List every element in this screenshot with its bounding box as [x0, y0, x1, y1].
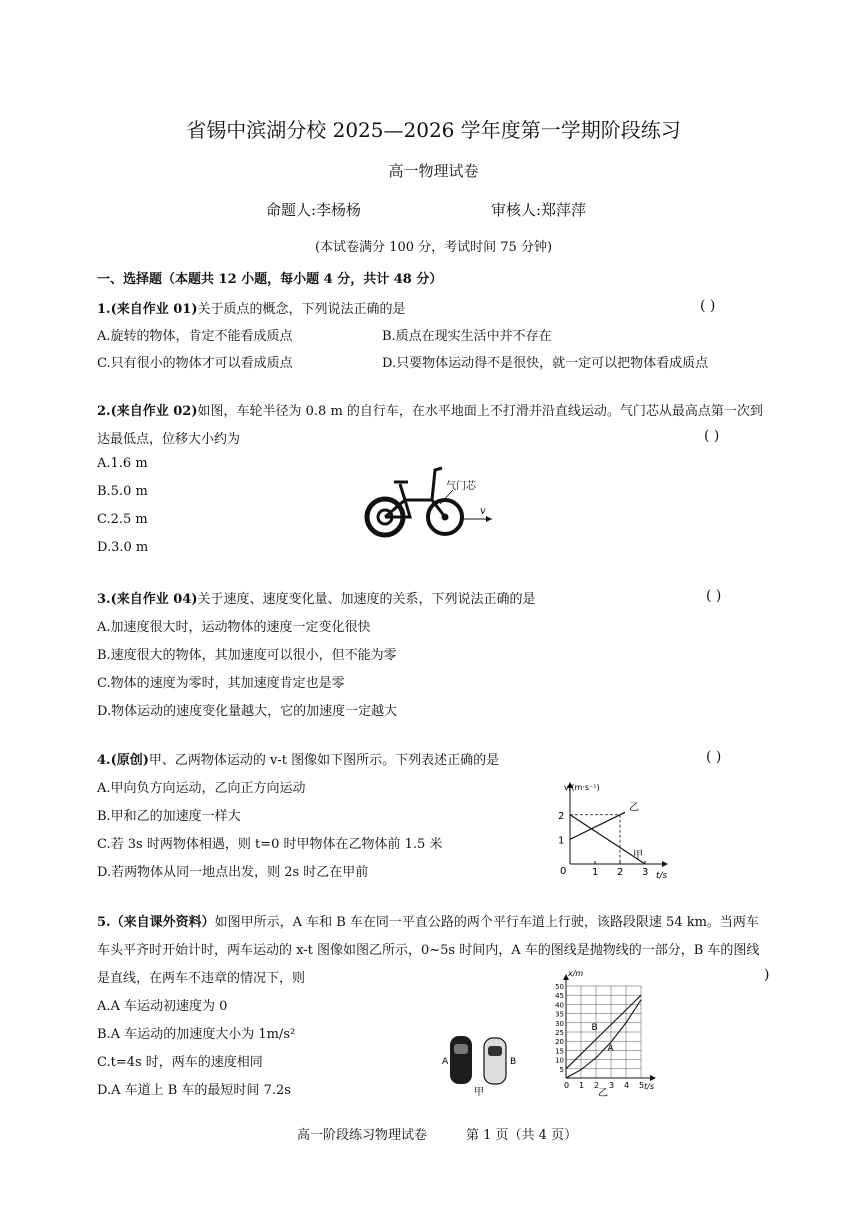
question-5-text-3: 是直线，在两车不违章的情况下，则 — [97, 971, 306, 986]
xt-ylabel: x/m — [568, 969, 584, 978]
xt-y-tick-label: 25 — [555, 1029, 564, 1037]
exam-reviewer: 审核人:郑萍萍 — [491, 201, 587, 219]
question-5-stem — [97, 911, 759, 930]
xt-y-tick-label: 30 — [555, 1019, 564, 1028]
vt-y-tick-label: 2 — [558, 810, 565, 822]
cars-figure — [440, 1028, 530, 1098]
xt-series-label-A: A — [607, 1043, 614, 1054]
xt-series-line-A — [566, 1000, 641, 1078]
valve-label: 气门芯 — [446, 481, 476, 492]
vt-series-label-1: 甲 — [633, 850, 643, 861]
question-5-text-1: 如图甲所示，A 车和 B 车在同一平直公路的两个平行车道上行驶，该路段限速 54 km。当两车 — [214, 915, 759, 930]
car-a-window — [454, 1044, 468, 1054]
vt-x-tick-label: 2 — [617, 867, 624, 878]
exam-author: 命题人:李杨杨 — [266, 201, 362, 219]
figure-yi-label: 乙 — [598, 1088, 608, 1098]
question-4-stem — [97, 749, 499, 768]
xt-x-tick-label: 0 — [564, 1081, 570, 1090]
question-4-option-a: A.甲向负方向运动，乙向正方向运动 — [97, 781, 306, 796]
xt-y-tick-label: 15 — [555, 1047, 564, 1056]
xt-y-tick-label: 5 — [559, 1065, 564, 1074]
question-1-number: 1.(来自作业 01) — [97, 302, 198, 317]
question-5-text-2: 车头平齐时开始计时，两车运动的 x-t 图像如图乙所示，0~5s 时间内，A 车的图线是抛物线的一部分，B 车的图线 — [97, 943, 760, 958]
question-2-option-a: A.1.6 m — [97, 456, 148, 471]
xt-x-tick-label: 1 — [579, 1081, 585, 1090]
xt-x-tick-label: 3 — [609, 1081, 615, 1090]
vt-x-arrowhead — [662, 861, 668, 867]
vt-y-tick-label: 1 — [558, 835, 565, 847]
xt-xlabel: t/s — [644, 1082, 654, 1091]
vt-chart — [548, 778, 678, 882]
car-a-body — [450, 1036, 472, 1084]
xt-x-arrowhead — [650, 1075, 656, 1081]
bicycle-frame — [385, 468, 445, 517]
question-2-stem — [97, 400, 763, 419]
velocity-arrowhead — [486, 516, 492, 522]
question-5-option-d: D.A 车道上 B 车的最短时间 7.2s — [97, 1083, 291, 1098]
xt-x-tick-label: 2 — [594, 1081, 600, 1090]
xt-y-tick-label: 10 — [555, 1056, 564, 1065]
question-5-answer-paren: ) — [764, 967, 770, 983]
vt-x-tick-label: 3 — [642, 867, 649, 878]
footer-left: 高一阶段练习物理试卷 — [297, 1128, 428, 1143]
exam-subtitle: 高一物理试卷 — [388, 162, 479, 180]
exam-note: (本试卷满分 100 分，考试时间 75 分钟) — [314, 240, 553, 255]
figure-jia-label: 甲 — [474, 1087, 484, 1098]
question-1-option-c: C.只有很小的物体才可以看成质点 — [97, 356, 293, 371]
xt-series-label-B: B — [591, 1023, 598, 1033]
question-5-number: 5.（来自课外资料） — [97, 915, 215, 930]
xt-chart — [546, 968, 666, 1098]
car-b-window — [488, 1046, 502, 1056]
question-4-number: 4.(原创) — [97, 753, 149, 768]
question-3-number: 3.(来自作业 04) — [97, 592, 198, 607]
vt-series-line-2 — [570, 812, 625, 839]
question-4-answer-paren: ( ) — [706, 749, 722, 765]
question-3-stem — [97, 588, 536, 607]
question-1-answer-paren: ( ) — [700, 298, 716, 314]
xt-x-tick-label: 4 — [624, 1081, 630, 1090]
xt-y-tick-label: 45 — [555, 992, 564, 1001]
question-4-option-d: D.若两物体从同一地点出发，则 2s 时乙在甲前 — [97, 865, 369, 880]
question-3-option-d: D.物体运动的速度变化量越大，它的加速度一定越大 — [97, 704, 398, 719]
question-3-answer-paren: ( ) — [706, 588, 722, 604]
question-1-option-d: D.只要物体运动得不是很快，就一定可以把物体看成质点 — [382, 356, 709, 371]
question-2-option-d: D.3.0 m — [97, 540, 149, 555]
question-5-option-a: A.A 车运动初速度为 0 — [97, 999, 228, 1014]
exam-title: 省锡中滨湖分校 2025—2026 学年度第一学期阶段练习 — [186, 118, 681, 142]
question-4-option-c: C.若 3s 时两物体相遇，则 t=0 时甲物体在乙物体前 1.5 米 — [97, 837, 443, 852]
question-3-option-b: B.速度很大的物体，其加速度可以很小，但不能为零 — [97, 648, 397, 663]
vt-origin-label: 0 — [560, 866, 567, 877]
question-2-number: 2.(来自作业 02) — [97, 404, 198, 419]
question-2-text-2: 达最低点，位移大小约为 — [97, 432, 241, 447]
vt-x-tick-label: 1 — [592, 867, 599, 878]
bicycle-figure — [360, 462, 510, 542]
question-3-option-a: A.加速度很大时，运动物体的速度一定变化很快 — [97, 620, 371, 635]
question-4-text: 甲、乙两物体运动的 v-t 图像如下图所示。下列表述正确的是 — [148, 753, 500, 768]
question-5-option-c: C.t=4s 时，两车的速度相同 — [97, 1055, 263, 1070]
xt-y-tick-label: 50 — [555, 983, 564, 991]
question-1-option-a: A.旋转的物体，肯定不能看成质点 — [97, 329, 293, 344]
question-3-option-c: C.物体的速度为零时，其加速度肯定也是零 — [97, 676, 345, 691]
question-2-text-1: 如图，车轮半径为 0.8 m 的自行车，在水平地面上不打滑并沿直线运动。气门芯从最高点第一次到 — [197, 404, 763, 419]
vt-series-label-2: 乙 — [629, 802, 639, 814]
footer-right: 第 1 页（共 4 页） — [466, 1128, 578, 1143]
question-4-option-b: B.甲和乙的加速度一样大 — [97, 809, 241, 824]
xt-y-tick-label: 35 — [555, 1010, 564, 1019]
question-2-option-b: B.5.0 m — [97, 484, 148, 499]
question-1-option-b: B.质点在现实生活中并不存在 — [382, 329, 552, 344]
section-heading: 一、选择题（本题共 12 小题，每小题 4 分，共计 48 分） — [97, 272, 443, 287]
car-b-label: B — [510, 1057, 517, 1067]
question-2-option-c: C.2.5 m — [97, 512, 148, 527]
question-2-answer-paren: ( ) — [704, 428, 720, 444]
question-3-text: 关于速度、速度变化量、加速度的关系，下列说法正确的是 — [197, 592, 536, 607]
vt-ylabel: v/(m·s⁻¹) — [564, 783, 600, 792]
velocity-label: v — [480, 506, 486, 517]
question-5-option-b: B.A 车运动的加速度大小为 1m/s² — [97, 1027, 296, 1042]
car-b-body — [484, 1038, 506, 1084]
vt-xlabel: t/s — [656, 871, 668, 881]
question-1-stem — [97, 298, 406, 317]
xt-y-tick-label: 20 — [555, 1038, 564, 1047]
question-1-text: 关于质点的概念，下列说法正确的是 — [197, 302, 406, 317]
car-a-label: A — [442, 1057, 449, 1067]
xt-x-tick-label: 5 — [639, 1081, 645, 1090]
xt-y-tick-label: 40 — [555, 1001, 564, 1010]
